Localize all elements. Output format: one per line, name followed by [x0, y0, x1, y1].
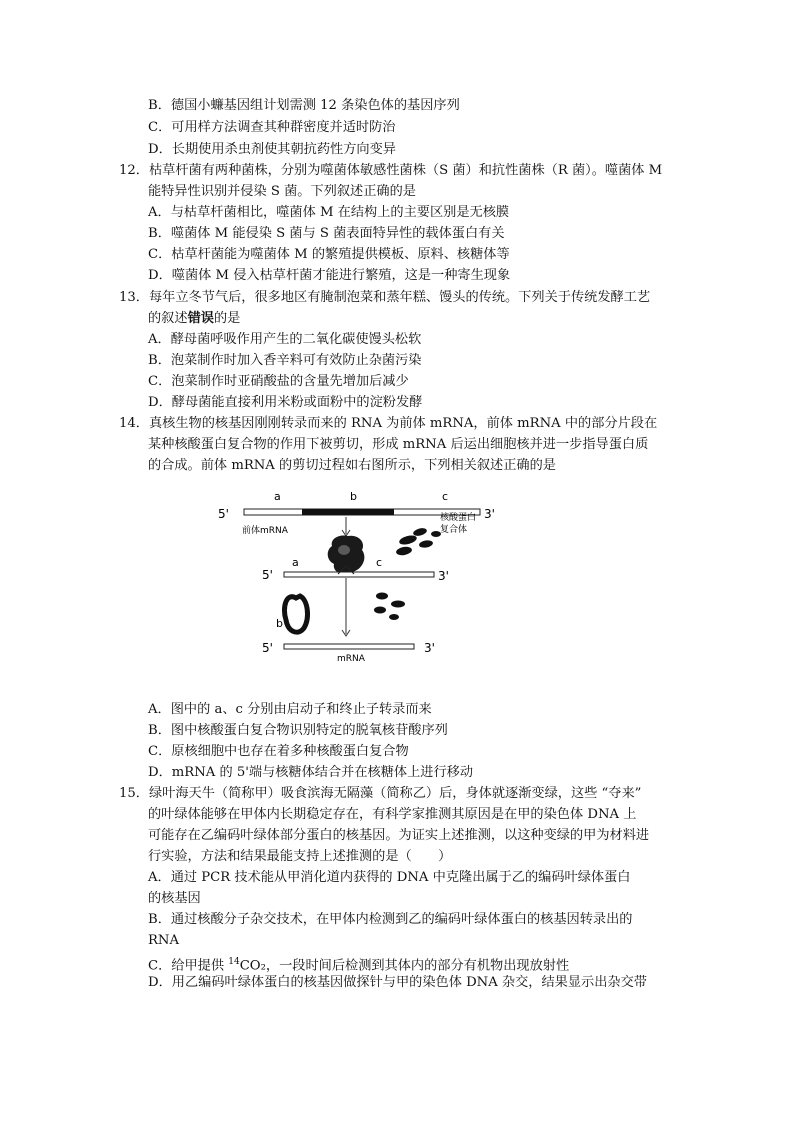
q12-option-d: D．噬菌体 M 侵入枯草杆菌才能进行繁殖，这是一种寄生现象 [148, 268, 511, 283]
q14-stem-line2: 某种核酸蛋白复合物的作用下被剪切，形成 mRNA 后运出细胞核并进一步指导蛋白质 [148, 437, 649, 452]
q15-stem-line3: 可能存在乙编码叶绿体部分蛋白的核基因。为证实上述推测，以这种变绿的甲为材料进 [148, 828, 650, 843]
label-a-mid: a [292, 556, 299, 569]
particle-3 [395, 546, 412, 557]
q13-option-c: C．泡菜制作时亚硝酸盐的含量先增加后减少 [148, 374, 409, 389]
q15-option-b-line1: B．通过核酸分子杂交技术，在甲体内检测到乙的编码叶绿体蛋白的核基因转录出的 [148, 912, 633, 927]
particle-1 [398, 534, 417, 546]
q14-option-d: D．mRNA 的 5'端与核糖体结合并在核糖体上进行移动 [148, 765, 474, 780]
label-b-top: b [350, 490, 357, 503]
q14-stem-line1: 14．真核生物的核基因刚刚转录而来的 RNA 为前体 mRNA，前体 mRNA 中的部分片段在 [119, 416, 658, 431]
q11-option-d: D．长期使用杀虫剂使其朝抗药性方向变异 [148, 142, 396, 157]
splicing-diagram [212, 486, 512, 662]
q15-option-a-line2: 的核基因 [148, 891, 201, 906]
label-3prime-top: 3' [484, 507, 495, 521]
q14-option-c: C．原核细胞中也存在着多种核酸蛋白复合物 [148, 744, 409, 759]
q15-option-c-post: CO₂，一段时间后检测到其体内的部分有机物出现放射性 [239, 958, 570, 974]
label-3prime-mid: 3' [438, 569, 449, 583]
particle-2 [412, 527, 427, 537]
label-5prime-bottom: 5' [262, 641, 273, 655]
q11-option-b: B．德国小蠊基因组计划需测 12 条染色体的基因序列 [148, 98, 460, 113]
mature-mrna-strand [284, 644, 414, 649]
q14-option-a: A．图中的 a、c 分别由启动子和终止子转录而来 [148, 702, 432, 717]
q15-stem-line4: 行实验，方法和结果最能支持上述推测的是（ ） [148, 849, 452, 864]
particle-7 [391, 601, 405, 608]
lariat-intron [284, 596, 307, 632]
label-complex-line2: 复合体 [440, 525, 468, 535]
complex-highlight [338, 545, 350, 555]
label-5prime-top: 5' [218, 507, 229, 521]
q15-option-c-isotope: 14 [228, 957, 240, 967]
q13-emphasis: 错误 [187, 311, 214, 326]
segment-b-block [302, 509, 394, 515]
q12-option-b: B．噬菌体 M 能侵染 S 菌与 S 菌表面特异性的载体蛋白有关 [148, 226, 505, 241]
q12-option-a: A．与枯草杆菌相比，噬菌体 M 在结构上的主要区别是无核膜 [148, 205, 510, 220]
q12-stem-line2: 能特异性识别并侵染 S 菌。下列叙述正确的是 [148, 184, 416, 199]
q12-stem-line1: 12．枯草杆菌有两种菌株，分别为噬菌体敏感性菌株（S 菌）和抗性菌株（R 菌）。噬菌体 M [119, 163, 663, 178]
q12-option-c: C．枯草杆菌能为噬菌体 M 的繁殖提供模板、原料、核糖体等 [148, 247, 510, 262]
q11-option-c: C．可用样方法调查其种群密度并适时防治 [148, 120, 396, 135]
particle-4 [418, 539, 433, 548]
label-c-mid: c [376, 556, 383, 569]
q14-stem-line3: 的合成。前体 mRNA 的剪切过程如右图所示，下列相关叙述正确的是 [148, 458, 556, 473]
label-c-top: c [442, 490, 449, 503]
particle-9 [389, 614, 399, 620]
particle-8 [374, 607, 386, 614]
q13-stem-line1: 13．每年立冬节气后，很多地区有腌制泡菜和蒸年糕、馒头的传统。下列关于传统发酵工艺 [119, 290, 651, 305]
q15-option-b-line2: RNA [148, 933, 179, 948]
q13-stem-line2 [148, 309, 240, 329]
splicing-strand [284, 572, 434, 577]
complex-blob [328, 535, 365, 574]
q14-option-b: B．图中核酸蛋白复合物识别特定的脱氧核苷酸序列 [148, 723, 448, 738]
label-mrna: mRNA [337, 654, 365, 662]
label-3prime-bottom: 3' [424, 641, 435, 655]
q13-stem-tail: 的是 [213, 311, 241, 326]
label-b-lariat: b [276, 617, 283, 630]
q13-stem-text: 的叙述 [148, 311, 188, 326]
q15-option-c-pre: C．给甲提供 [148, 958, 229, 974]
particle-6 [376, 593, 388, 600]
label-a-top: a [274, 490, 281, 503]
q13-option-b: B．泡菜制作时加入香辛料可有效防止杂菌污染 [148, 353, 422, 368]
q13-option-a: A．酵母菌呼吸作用产生的二氧化碳使馒头松软 [148, 332, 422, 347]
label-complex-line1: 核酸蛋白 [440, 513, 477, 523]
q15-stem-line1: 15．绿叶海天牛（简称甲）吸食滨海无隔藻（简称乙）后，身体就逐渐变绿，这些 “夺来” [119, 786, 642, 801]
label-pre-mrna: 前体mRNA [242, 526, 288, 536]
q15-option-a-line1: A．通过 PCR 技术能从甲消化道内获得的 DNA 中克隆出属于乙的编码叶绿体蛋白 [148, 870, 631, 885]
q15-option-d-line1: D．用乙编码叶绿体蛋白的核基因做探针与甲的染色体 DNA 杂交，结果显示出杂交带 [148, 975, 647, 990]
label-5prime-mid: 5' [262, 568, 273, 582]
q13-option-d: D．酵母菌能直接利用米粉或面粉中的淀粉发酵 [148, 395, 423, 410]
q15-stem-line2: 的叶绿体能够在甲体内长期稳定存在，有科学家推测其原因是在甲的染色体 DNA 上 [148, 807, 637, 822]
